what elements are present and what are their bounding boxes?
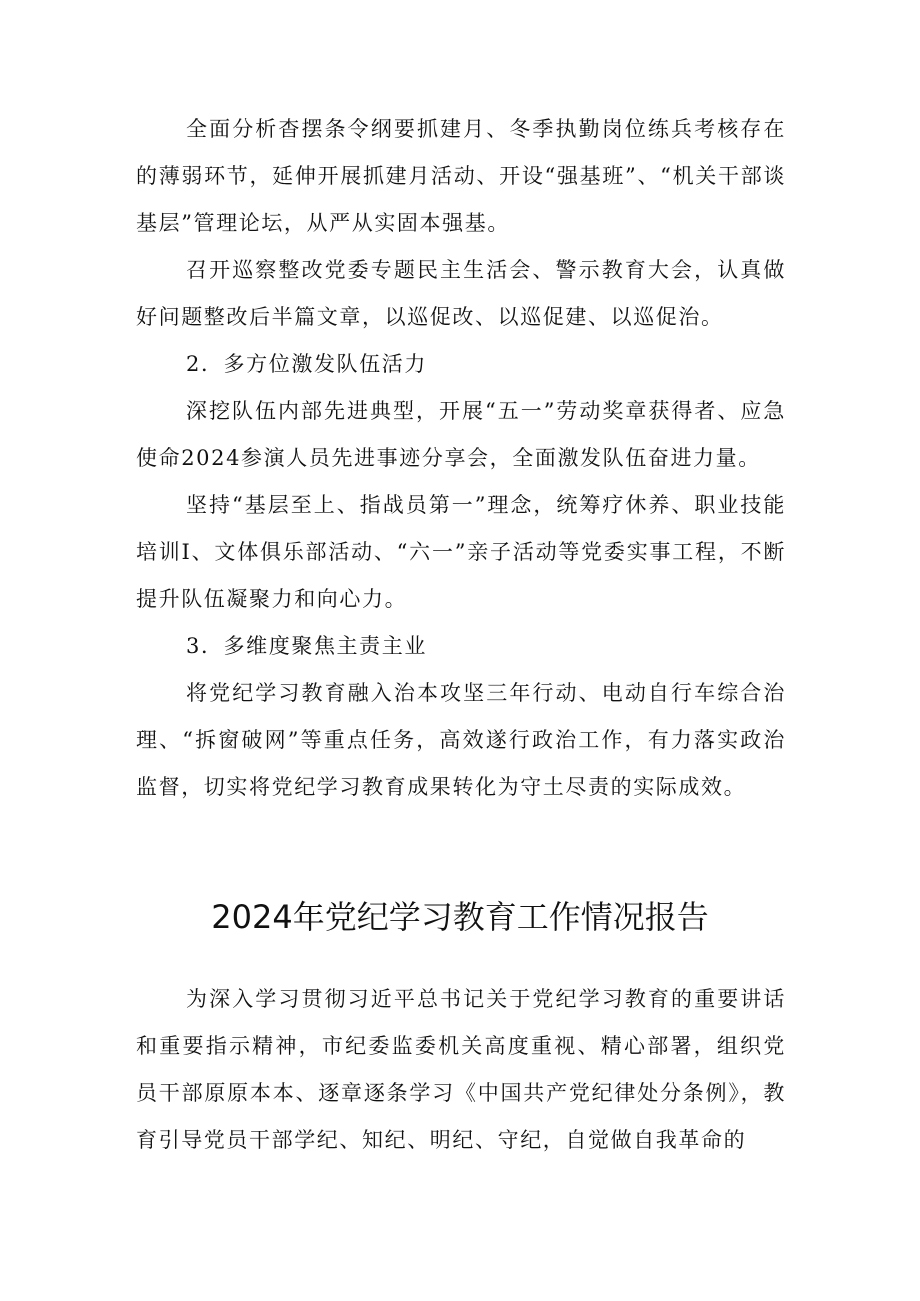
paragraph-main-responsibility: 将党纪学习教育融入治本攻坚三年行动、电动自行车综合治理、“拆窗破网”等重点任务，高效遂行政治工作，有力落实政治监督，切实将党纪学习教育成果转化为守土尽责的实际成效。 [136, 681, 786, 799]
paragraph-strengthen-base: 全面分析杳摆条令纲要抓建月、冬季执勤岗位练兵考核存在的薄弱环节，延伸开展抓建月活动、开设“强基班”、“机关干部谈基层”管理论坛，从严从实固本强基。 [136, 117, 786, 235]
report-body [136, 976, 786, 1164]
report-title: 2024年党纪学习教育工作情况报告 [211, 898, 709, 936]
section-heading-2: 2．多方位激发队伍活力 [186, 352, 427, 376]
continuation-section [136, 106, 786, 811]
paragraph-grassroots-first: 坚持“基层至上、指战员第一”理念，统筹疗休养、职业技能培训I、文体俱乐部活动、“六一”亲子活动等党委实事工程，不断提升队伍凝聚力和向心力。 [136, 493, 786, 611]
report-intro-paragraph: 为深入学习贯彻习近平总书记关于党纪学习教育的重要讲话和重要指示精神，市纪委监委机关高度重视、精心部署，组织党员干部原原本本、逐章逐条学习《中国共产党纪律处分条例》，教育引导党员干部学纪、知纪、明纪、守纪，自觉做自我革命的 [136, 987, 786, 1152]
section-heading-3: 3．多维度聚焦主责主业 [186, 634, 427, 658]
paragraph-inspection-rectification: 召开巡察整改党委专题民主生活会、警示教育大会，认真做好问题整改后半篇文章，以巡促改、以巡促建、以巡促治。 [136, 258, 786, 329]
paragraph-advanced-models: 深挖队伍内部先进典型，开展“五一”劳动奖章获得者、应急使命2024参演人员先进事迹分享会，全面激发队伍奋进力量。 [136, 399, 786, 470]
